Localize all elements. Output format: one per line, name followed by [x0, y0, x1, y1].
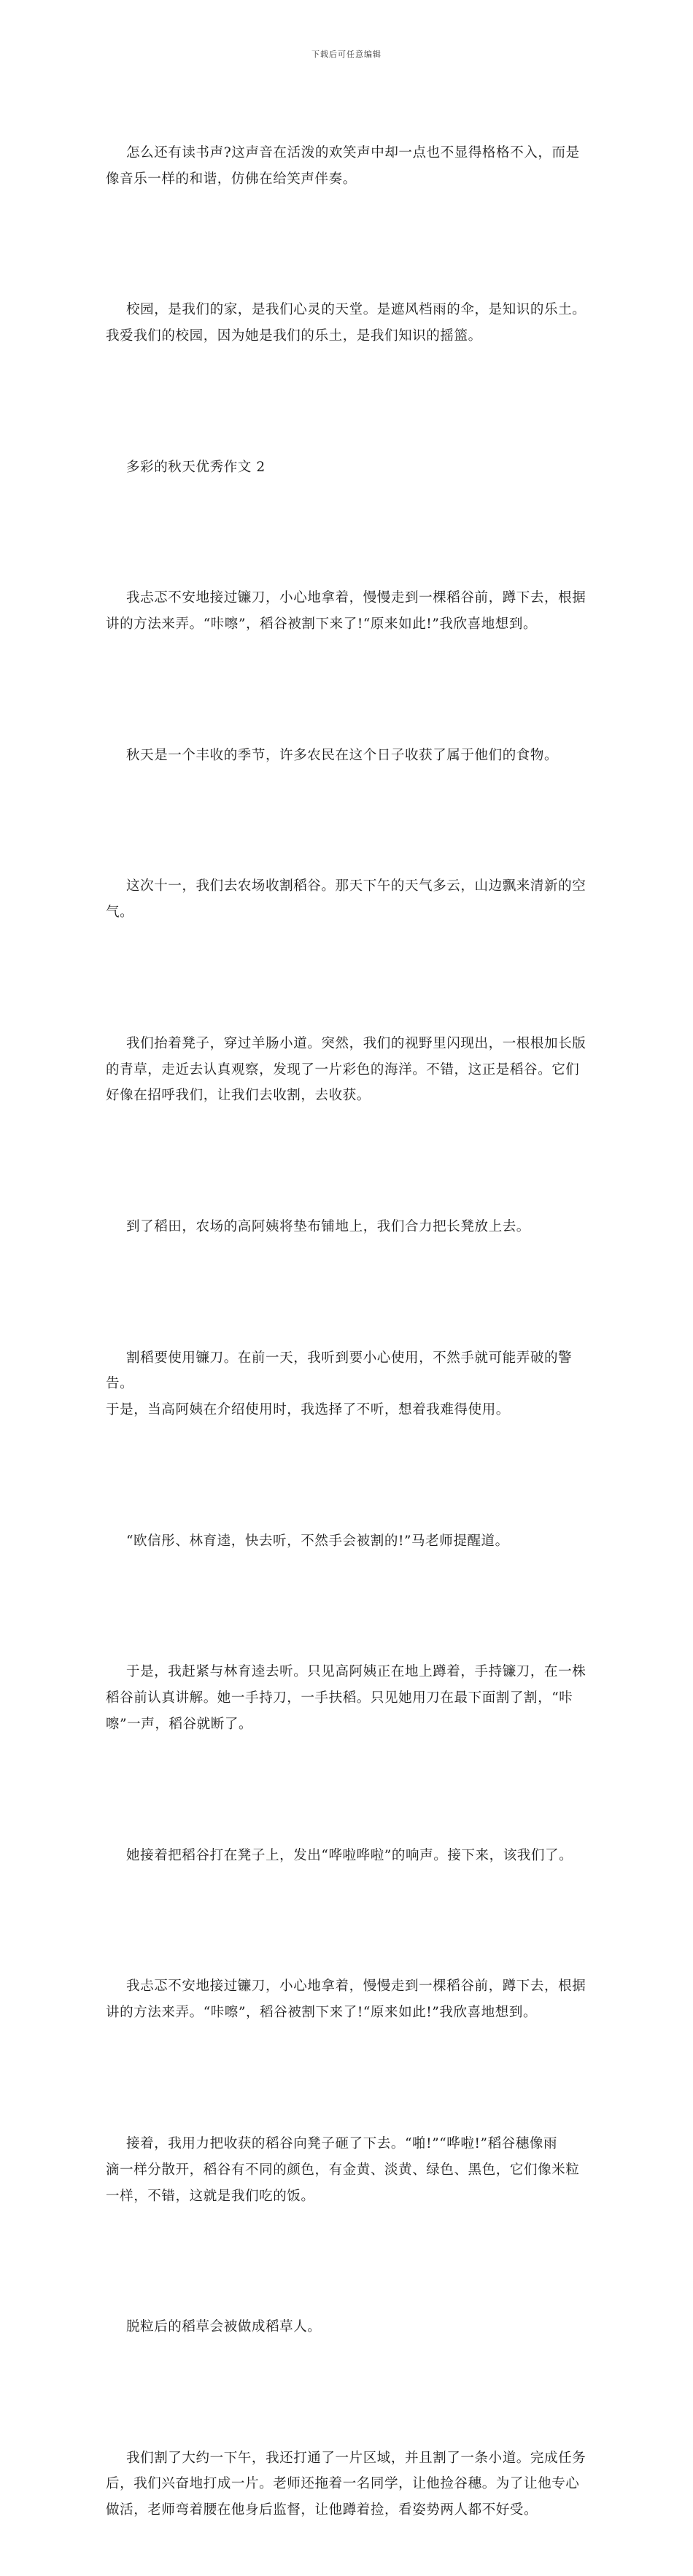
page-header: 下载后可任意编辑: [311, 50, 382, 59]
text-line: “欧信彤、林育逵，快去听，不然手会被割的!”马老师提醒道。: [126, 1533, 509, 1549]
text-line: 割稻要使用镰刀。在前一天，我听到要小心使用，不然手就可能弄破的警告。: [106, 1350, 573, 1392]
paragraph: [106, 1921, 591, 2078]
text-line: 好像在招呼我们，让我们去收割，去收获。: [106, 1088, 371, 1104]
text-line: 校园，是我们的家，是我们心灵的天堂。是遮风档雨的伞，是知识的乐土。: [126, 302, 586, 318]
text-line: 于是，当高阿姨在介绍使用时，我选择了不听，想着我难得使用。: [106, 1402, 510, 1418]
text-line: 她接着把稻谷打在凳子上，发出“哗啦哗啦”的响声。接下来，该我们了。: [126, 1847, 573, 1863]
paragraph: [106, 1607, 591, 1790]
text-line: 我忐忑不安地接过镰刀，小心地拿着，慢慢走到一棵稻谷前，蹲下去，根据: [126, 1979, 586, 1995]
text-line: 后，我们兴奋地打成一片。老师还拖着一名同学，让他捡谷穗。为了让他专心: [106, 2476, 580, 2492]
paragraph: [106, 88, 591, 244]
document-body: [106, 88, 591, 2576]
text-line: 讲的方法来弄。“咔嚓”，稻谷被割下来了!“原来如此!”我欣喜地想到。: [106, 2005, 538, 2021]
paragraph: [106, 2078, 591, 2262]
text-line: 接着，我用力把收获的稻谷向凳子砸了下去。“啪!”“哗啦!”稻谷穗像雨: [126, 2135, 558, 2151]
text-line: 我爱我们的校园，因为她是我们的乐土，是我们知识的摇篮。: [106, 328, 482, 344]
text-line: 到了稻田，农场的高阿姨将垫布铺地上，我们合力把长凳放上去。: [126, 1218, 530, 1234]
text-line: 稻谷前认真讲解。她一手持刀，一手扶稻。只见她用刀在最下面割了割，“咔: [106, 1690, 573, 1706]
text-line: 做活，老师弯着腰在他身后监督，让他蹲着捡，看姿势两人都不好受。: [106, 2502, 538, 2518]
paragraph: [106, 1476, 591, 1607]
paragraph: [106, 2393, 591, 2576]
text-line: 这次十一，我们去农场收割稻谷。那天下午的天气多云，山边飘来清新的空: [126, 878, 586, 894]
text-line: 讲的方法来弄。“咔嚓”，稻谷被割下来了!“原来如此!”我欣喜地想到。: [106, 616, 538, 633]
paragraph: [106, 533, 591, 689]
paragraph: [106, 244, 591, 401]
text-line: 于是，我赶紧与林育逵去听。只见高阿姨正在地上蹲着，手持镰刀，在一株: [126, 1664, 586, 1680]
text-line: 嚓”一声，稻谷就断了。: [106, 1717, 253, 1733]
paragraph: [106, 1293, 591, 1476]
section-heading: [106, 402, 591, 533]
text-line: 我忐忑不安地接过镰刀，小心地拿着，慢慢走到一棵稻谷前，蹲下去，根据: [126, 590, 586, 606]
paragraph: [106, 1790, 591, 1922]
text-line: 我们割了大约一下午，我还打通了一片区域，并且割了一条小道。完成任务: [126, 2450, 586, 2466]
text-line: 的青草，走近去认真观察，发现了一片彩色的海洋。不错，这正是稻谷。它们: [106, 1061, 580, 1078]
paragraph: [106, 2262, 591, 2393]
paragraph: [106, 821, 591, 978]
text-line: 我们抬着凳子，穿过羊肠小道。突然，我们的视野里闪现出，一根根加长版: [126, 1035, 586, 1051]
text-line: 秋天是一个丰收的季节，许多农民在这个日子收获了属于他们的食物。: [126, 747, 559, 763]
text-line: 多彩的秋天优秀作文 2: [126, 459, 266, 475]
text-line: 像音乐一样的和谐，仿佛在给笑声伴奏。: [106, 171, 357, 187]
paragraph: [106, 978, 591, 1161]
text-line: 气。: [106, 905, 134, 921]
text-line: 怎么还有读书声?这声音在活泼的欢笑声中却一点也不显得格格不入，而是: [126, 144, 580, 160]
text-line: 脱粒后的稻草会被做成稻草人。: [126, 2319, 322, 2335]
paragraph: [106, 690, 591, 821]
text-line: 滴一样分散开，稻谷有不同的颜色，有金黄、淡黄、绿色、黑色，它们像米粒: [106, 2162, 580, 2178]
text-line: 一样，不错，这就是我们吃的饭。: [106, 2188, 315, 2204]
paragraph: [106, 1161, 591, 1293]
